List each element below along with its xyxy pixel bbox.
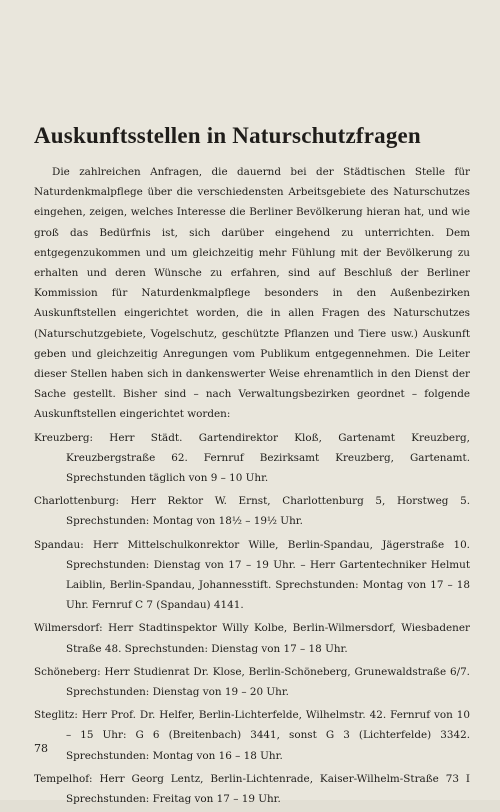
page-body (34, 162, 470, 812)
entry-tempelhof: Tempelhof: Herr Georg Lentz, Berlin-Lichtenrade, Kaiser-Wilhelm-Straße 73 I Sprechstunden: Freitag von 17 – 19 Uhr. (34, 772, 470, 806)
intro-paragraph: Die zahlreichen Anfragen, die dauernd bei der Städtischen Stelle für Naturdenkmalpflege über die verschiedensten Arbeitsgebiete des Naturschutzes eingehen, zeigen, welches Interesse die Berliner Bevölkerung hieran hat, und wie groß das Bedürfnis ist, sich darüber eingehend zu unterrichten. Dem entgegenzukommen und um gleichzeitig mehr Fühlung mit der Bevölkerung zu erhalten und deren Wünsche zu erfahren, sind auf Beschluß der Berliner Kommission für Naturdenkmalpflege besonders in den Außenbezirken Auskunftstellen eingerichtet worden, die in allen Fragen des Naturschutzes (Naturschutzgebiete, Vogelschutz, geschützte Pflanzen und Tiere usw.) Auskunft geben und gleichzeitig Anregungen vom Publikum entgegennehmen. Die Leiter dieser Stellen haben sich in dankenswerter Weise ehrenamtlich in den Dienst der Sache gestellt. Bisher sind – nach Verwaltungsbezirken geordnet – folgende Auskunftstellen eingerichtet worden: (34, 166, 470, 421)
page-number: 78 (34, 742, 48, 755)
page-title: Auskunftsstellen in Naturschutzfragen (34, 123, 421, 148)
entry-steglitz: Steglitz: Herr Prof. Dr. Helfer, Berlin-Lichterfelde, Wilhelmstr. 42. Fernruf von 10 – 15 Uhr: G 6 (Breitenbach) 3441, sonst G 3 (Lichterfelde) 3342. Sprechstunden: Montag von 16 – 18 Uhr. (34, 709, 470, 762)
entry-spandau: Spandau: Herr Mittelschulkonrektor Wille, Berlin-Spandau, Jägerstraße 10. Sprechstunden: Dienstag von 17 – 19 Uhr. – Herr Gartentechniker Helmut Laiblin, Berlin-Spandau, Johannesstift. Sprechstunden: Montag von 17 – 18 Uhr. Fernruf C 7 (Spandau) 4141. (34, 538, 470, 612)
entry-kreuzberg: Kreuzberg: Herr Städt. Gartendirektor Kloß, Gartenamt Kreuzberg, Kreuzbergstraße 62. Fernruf Bezirksamt Kreuzberg, Gartenamt. Sprechstunden täglich von 9 – 10 Uhr. (34, 431, 470, 485)
entry-charlottenburg: Charlottenburg: Herr Rektor W. Ernst, Charlottenburg 5, Horstweg 5. Sprechstunden: Montag von 18½ – 19½ Uhr. (34, 495, 470, 528)
entry-wilmersdorf: Wilmersdorf: Herr Stadtinspektor Willy Kolbe, Berlin-Wilmersdorf, Wiesbadener Straße 48. Sprechstunden: Dienstag von 17 – 18 Uhr. (34, 622, 470, 655)
entry-schoeneberg: Schöneberg: Herr Studienrat Dr. Klose, Berlin-Schöneberg, Grunewaldstraße 6/7. Sprechstunden: Dienstag von 19 – 20 Uhr. (34, 665, 470, 699)
